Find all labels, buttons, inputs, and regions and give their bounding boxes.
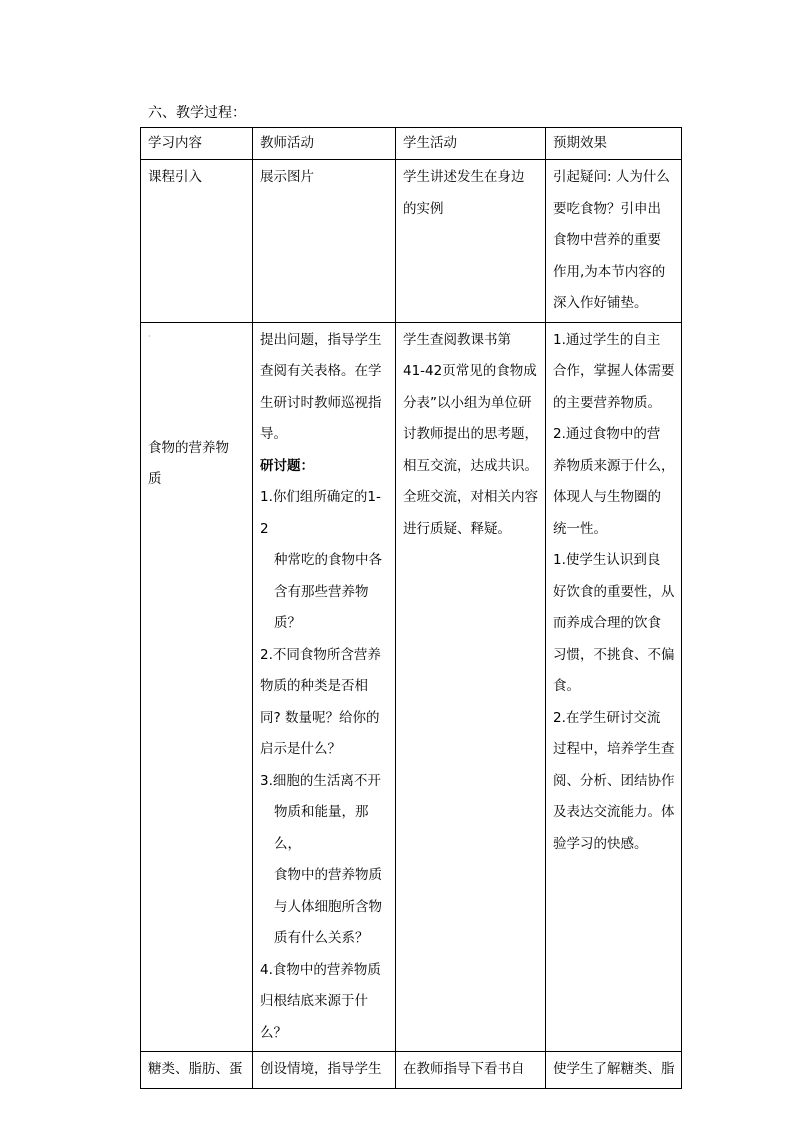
table-header-row [141, 128, 682, 160]
text-line: 讨教师提出的思考题， [403, 426, 538, 442]
text-line: 食物的营养物 [148, 439, 229, 456]
table-row [141, 160, 682, 323]
text-line: 质有什么关系？ [274, 930, 369, 946]
text-line: 进行质疑、释疑。 [403, 520, 511, 537]
text-line: 1.使学生认识到良 [553, 552, 661, 568]
text-line: 同? 数量呢？给你的 [260, 709, 380, 726]
discussion-heading: 研讨题： [260, 457, 314, 474]
text-line: 4.食物中的营养物质 [260, 961, 381, 978]
text-line: 提出问题，指导学生 [260, 331, 382, 348]
text-line: 的主要营养物质。 [553, 394, 661, 411]
text-line: 要吃食物？引申出 [553, 200, 661, 217]
text-line: 种常吃的食物中各 [274, 552, 382, 568]
row2-teacher [253, 322, 396, 1052]
text-line: 物质和能量，那么， [274, 804, 369, 852]
text-line: 学生查阅教课书第 [403, 331, 511, 348]
header-learning-content: 学习内容 [141, 128, 253, 160]
row3-effect: 使学生了解糖类、脂 [546, 1052, 682, 1089]
dot-mark: · [148, 331, 151, 341]
row1-teacher: 展示图片 [253, 160, 396, 323]
text-line: 41-42页常见的食物成 [403, 363, 537, 379]
text-line: 过程中，培养学生查 [553, 741, 675, 757]
text-line: 查阅有关表格。在学 [260, 363, 382, 379]
row2-student [396, 322, 546, 1052]
text-line: 食物中营养的重要 [553, 232, 661, 248]
header-expected-effect: 预期效果 [546, 128, 682, 160]
row1-content: 课程引入 [141, 160, 253, 323]
text-line: 启示是什么？ [260, 741, 341, 757]
text-line: 及表达交流能力。体 [553, 804, 675, 820]
table-row [141, 1052, 682, 1089]
text-line: 习惯，不挑食、不偏 [553, 646, 675, 663]
text-line: 质 [148, 471, 162, 487]
text-line: 相互交流，达成共识。 [403, 457, 538, 474]
text-line: 1.通过学生的自主 [553, 331, 661, 348]
teaching-process-table [140, 127, 682, 1089]
text-line: 而养成合理的饮食 [553, 615, 661, 631]
text-line: 阅、分析、团结协作 [553, 772, 675, 789]
row2-content [141, 322, 253, 1052]
text-line: 2.在学生研讨交流 [553, 709, 661, 726]
text-line: 2.不同食物所含营养 [260, 646, 381, 663]
text-line: 深入作好铺垫。 [553, 295, 648, 311]
header-student-activity: 学生活动 [396, 128, 546, 160]
row3-content: 糖类、脂肪、蛋 [141, 1052, 253, 1089]
text-line: 导。 [260, 426, 287, 442]
text-line: 验学习的快感。 [553, 835, 648, 852]
text-line: 与人体细胞所含物 [274, 898, 382, 915]
text-line: 合作，掌握人体需要 [553, 363, 675, 379]
text-line: 么？ [260, 1024, 287, 1041]
text-line: 物质的种类是否相 [260, 678, 368, 694]
text-line: 2.通过食物中的营 [553, 426, 661, 442]
text-line: 作用,为本节内容的 [553, 263, 666, 280]
text-line: 食物中的营养物质 [274, 867, 382, 883]
text-line: 食。 [553, 678, 580, 694]
text-line: 学生讲述发生在身边 [403, 169, 525, 185]
table-row [141, 322, 682, 1052]
text-line: 含有那些营养物 [274, 583, 369, 600]
text-line: 归根结底来源于什 [260, 993, 368, 1009]
row3-teacher: 创设情境，指导学生 [253, 1052, 396, 1089]
text-line: 生研讨时教师巡视指 [260, 394, 382, 411]
text-line: 质？ [274, 615, 301, 631]
text-line: 全班交流，对相关内容 [403, 489, 538, 505]
row1-student [396, 160, 546, 323]
text-line: 分表”以小组为单位研 [403, 394, 532, 411]
row3-student: 在教师指导下看书自 [396, 1052, 546, 1089]
text-line: 统一性。 [553, 520, 607, 537]
text-line: 3.细胞的生活离不开 [260, 772, 381, 789]
text-line: 的实例 [403, 200, 444, 217]
row1-effect [546, 160, 682, 323]
text-line: 1.你们组所确定的1-2 [260, 489, 381, 537]
text-line: 好饮食的重要性，从 [553, 583, 675, 600]
text-line: 体现人与生物圈的 [553, 489, 661, 505]
section-title: 六、教学过程： [148, 105, 246, 121]
row2-effect [546, 322, 682, 1052]
text-line: 养物质来源于什么， [553, 457, 675, 474]
header-teacher-activity: 教师活动 [253, 128, 396, 160]
text-line: 引起疑问: 人为什么 [553, 169, 670, 185]
